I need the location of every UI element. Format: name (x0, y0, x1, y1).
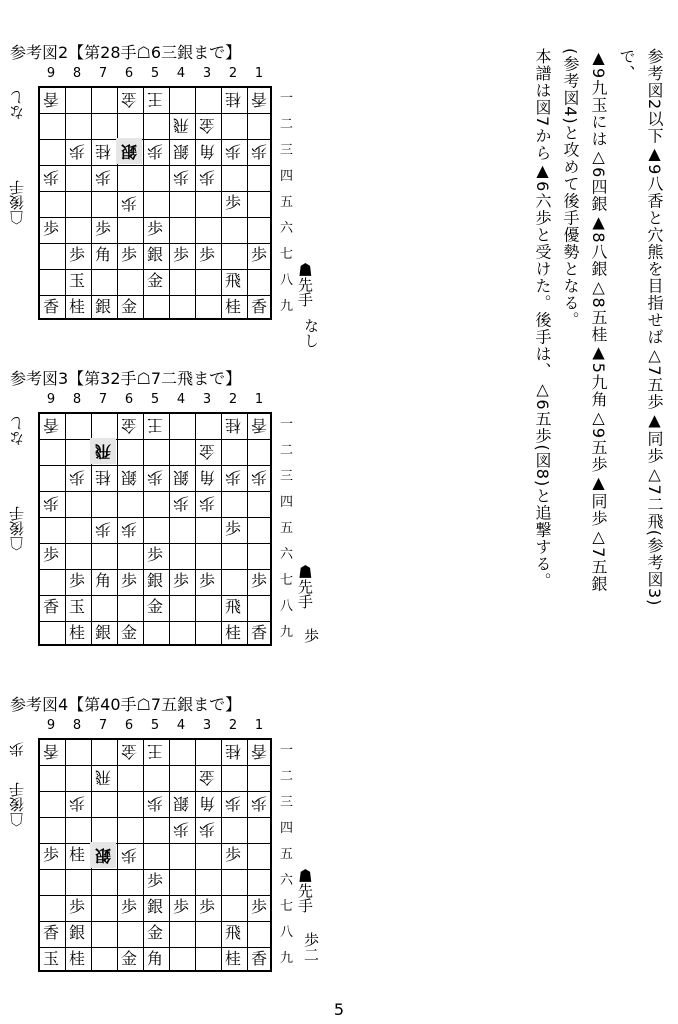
file-number: 9 (46, 718, 56, 733)
rank-number: 四 (280, 821, 294, 836)
file-number: 1 (254, 66, 264, 81)
rank-number: 八 (280, 599, 294, 614)
gote-label: ☖後手 (8, 782, 26, 827)
shogi-piece: 歩 (225, 142, 242, 161)
shogi-piece: 歩 (121, 194, 138, 213)
diagram-title: 参考図3【第32手☖7二飛まで】 (10, 369, 242, 388)
diagram-3 (0, 692, 330, 992)
shogi-board (38, 412, 272, 646)
rank-number: 三 (280, 795, 294, 810)
file-number: 5 (150, 66, 160, 81)
shogi-piece: 歩 (121, 520, 138, 539)
file-number: 9 (46, 392, 56, 407)
file-number: 2 (228, 718, 238, 733)
file-number: 8 (72, 718, 82, 733)
shogi-piece: 飛 (224, 271, 241, 290)
file-number: 3 (202, 392, 212, 407)
shogi-piece: 玉 (42, 949, 59, 968)
file-number: 6 (124, 392, 134, 407)
file-number: 4 (176, 392, 186, 407)
shogi-piece: 香 (42, 597, 59, 616)
file-number: 5 (150, 718, 160, 733)
file-number: 4 (176, 66, 186, 81)
commentary-line: 参考図2以下▲9八香と穴熊を目指せば△7五歩▲同歩△7二飛(参考図3)で、 (617, 48, 664, 607)
shogi-piece: 桂 (224, 297, 241, 316)
shogi-piece: 歩 (95, 520, 112, 539)
shogi-board (38, 86, 272, 320)
shogi-piece: 王 (147, 742, 164, 761)
shogi-piece: 銀 (116, 138, 142, 164)
shogi-piece: 金 (121, 90, 138, 109)
file-number: 2 (228, 392, 238, 407)
shogi-piece: 香 (43, 742, 60, 761)
shogi-piece: 歩 (120, 897, 137, 916)
gote-hand: なし (8, 416, 26, 446)
rank-number: 二 (280, 769, 294, 784)
shogi-piece: 桂 (224, 623, 241, 642)
shogi-piece: 桂 (68, 623, 85, 642)
gote-label: ☖後手 (8, 506, 26, 551)
shogi-piece: 歩 (42, 219, 59, 238)
shogi-piece: 金 (120, 949, 137, 968)
shogi-piece: 桂 (68, 845, 85, 864)
shogi-piece: 歩 (199, 820, 216, 839)
shogi-piece: 歩 (147, 794, 164, 813)
file-numbers (38, 66, 272, 84)
rank-number: 六 (280, 547, 294, 562)
commentary-line: 本譜は図7から▲6六歩と受けた。後手は、△6五歩(図8)と追撃する。 (533, 48, 552, 590)
shogi-piece: 銀 (146, 897, 163, 916)
shogi-piece: 桂 (68, 297, 85, 316)
shogi-piece: 香 (43, 416, 60, 435)
shogi-piece: 歩 (224, 845, 241, 864)
shogi-piece: 桂 (225, 742, 242, 761)
shogi-piece: 銀 (121, 468, 138, 487)
shogi-piece: 歩 (173, 494, 190, 513)
shogi-piece: 香 (42, 923, 59, 942)
rank-number: 七 (280, 899, 294, 914)
rank-number: 七 (280, 247, 294, 262)
shogi-piece: 歩 (146, 545, 163, 564)
diagram-1 (0, 40, 330, 348)
shogi-piece: 歩 (147, 468, 164, 487)
shogi-piece: 香 (250, 623, 267, 642)
page-number: 5 (333, 1000, 345, 1019)
shogi-piece: 歩 (224, 193, 241, 212)
shogi-piece: 銀 (94, 623, 111, 642)
diagram-title: 参考図4【第40手☖7五銀まで】 (10, 695, 242, 714)
rank-number: 二 (280, 443, 294, 458)
shogi-piece: 金 (199, 768, 216, 787)
shogi-piece: 金 (146, 271, 163, 290)
shogi-piece: 歩 (42, 845, 59, 864)
shogi-piece: 香 (250, 297, 267, 316)
shogi-piece: 歩 (69, 142, 86, 161)
file-number: 6 (124, 66, 134, 81)
shogi-piece: 歩 (251, 794, 268, 813)
shogi-piece: 歩 (69, 468, 86, 487)
file-number: 8 (72, 66, 82, 81)
shogi-piece: 歩 (68, 245, 85, 264)
shogi-piece: 歩 (173, 820, 190, 839)
rank-numbers (280, 738, 298, 972)
shogi-piece: 歩 (251, 468, 268, 487)
shogi-piece: 歩 (250, 897, 267, 916)
shogi-piece: 飛 (224, 923, 241, 942)
shogi-piece: 飛 (173, 116, 190, 135)
shogi-piece: 飛 (95, 768, 112, 787)
shogi-piece: 銀 (68, 923, 85, 942)
shogi-piece: 金 (199, 116, 216, 135)
shogi-piece: 金 (199, 442, 216, 461)
file-number: 4 (176, 718, 186, 733)
shogi-piece: 歩 (120, 571, 137, 590)
shogi-piece: 香 (43, 90, 60, 109)
shogi-piece: 角 (199, 142, 216, 161)
shogi-piece: 銀 (173, 794, 190, 813)
shogi-piece: 歩 (173, 168, 190, 187)
shogi-piece: 香 (251, 416, 268, 435)
rank-number: 九 (280, 625, 294, 640)
shogi-piece: 歩 (68, 571, 85, 590)
rank-number: 三 (280, 143, 294, 158)
gote-hand: なし (8, 90, 26, 120)
shogi-piece: 歩 (69, 794, 86, 813)
file-number: 7 (98, 66, 108, 81)
shogi-piece: 角 (94, 571, 111, 590)
shogi-piece: 角 (199, 794, 216, 813)
shogi-piece: 金 (120, 623, 137, 642)
shogi-piece: 歩 (94, 219, 111, 238)
shogi-piece: 香 (251, 90, 268, 109)
shogi-piece: 銀 (94, 297, 111, 316)
rank-number: 八 (280, 925, 294, 940)
shogi-piece: 桂 (95, 468, 112, 487)
shogi-piece: 歩 (251, 142, 268, 161)
file-number: 3 (202, 66, 212, 81)
shogi-piece: 金 (146, 923, 163, 942)
sente-hand: なし (302, 318, 320, 348)
shogi-piece: 歩 (43, 494, 60, 513)
shogi-piece: 銀 (173, 142, 190, 161)
shogi-piece: 玉 (68, 271, 85, 290)
file-number: 8 (72, 392, 82, 407)
rank-number: 七 (280, 573, 294, 588)
shogi-piece: 歩 (146, 871, 163, 890)
sente-hand: 歩二 (302, 932, 320, 962)
commentary-text (533, 48, 668, 608)
shogi-piece: 金 (146, 597, 163, 616)
file-number: 1 (254, 718, 264, 733)
shogi-piece: 歩 (42, 545, 59, 564)
shogi-piece: 銀 (146, 245, 163, 264)
shogi-piece: 歩 (198, 245, 215, 264)
diagram-title: 参考図2【第28手☖6三銀まで】 (10, 43, 242, 62)
shogi-piece: 角 (146, 949, 163, 968)
shogi-piece: 歩 (172, 571, 189, 590)
shogi-piece: 歩 (199, 168, 216, 187)
shogi-piece: 桂 (225, 90, 242, 109)
commentary-line: (参考図4)と攻めて後手優勢となる。 (561, 48, 580, 329)
shogi-piece: 歩 (147, 142, 164, 161)
shogi-piece: 歩 (198, 571, 215, 590)
shogi-piece: 歩 (225, 468, 242, 487)
rank-number: 一 (280, 743, 294, 758)
shogi-board (38, 738, 272, 972)
rank-numbers (280, 412, 298, 646)
rank-number: 五 (280, 847, 294, 862)
shogi-piece: 桂 (95, 142, 112, 161)
file-number: 7 (98, 392, 108, 407)
rank-number: 一 (280, 91, 294, 106)
commentary-line: ▲9九玉には△6四銀▲8八銀△8五桂▲5九角△9五歩▲同歩△7五銀 (589, 48, 608, 593)
rank-number: 五 (280, 521, 294, 536)
file-number: 7 (98, 718, 108, 733)
shogi-piece: 銀 (90, 842, 116, 868)
shogi-piece: 歩 (43, 168, 60, 187)
shogi-piece: 歩 (146, 219, 163, 238)
shogi-piece: 歩 (224, 519, 241, 538)
gote-hand: 歩 (8, 742, 26, 757)
shogi-piece: 飛 (90, 438, 116, 464)
file-number: 5 (150, 392, 160, 407)
file-number: 2 (228, 66, 238, 81)
shogi-piece: 金 (120, 297, 137, 316)
rank-number: 六 (280, 221, 294, 236)
shogi-piece: 歩 (120, 245, 137, 264)
shogi-piece: 歩 (121, 846, 138, 865)
file-number: 3 (202, 718, 212, 733)
shogi-piece: 王 (147, 416, 164, 435)
shogi-piece: 角 (94, 245, 111, 264)
shogi-piece: 桂 (68, 949, 85, 968)
shogi-piece: 桂 (224, 949, 241, 968)
shogi-piece: 歩 (225, 794, 242, 813)
shogi-piece: 玉 (68, 597, 85, 616)
shogi-piece: 歩 (172, 245, 189, 264)
rank-number: 三 (280, 469, 294, 484)
rank-number: 六 (280, 873, 294, 888)
shogi-piece: 王 (147, 90, 164, 109)
shogi-piece: 歩 (172, 897, 189, 916)
rank-number: 一 (280, 417, 294, 432)
rank-number: 四 (280, 495, 294, 510)
shogi-piece: 銀 (146, 571, 163, 590)
shogi-piece: 飛 (224, 597, 241, 616)
shogi-piece: 歩 (68, 897, 85, 916)
shogi-piece: 歩 (199, 494, 216, 513)
rank-number: 九 (280, 951, 294, 966)
shogi-piece: 金 (121, 416, 138, 435)
sente-label: ☗先手 (296, 564, 314, 609)
sente-label: ☗先手 (296, 868, 314, 913)
shogi-piece: 香 (250, 949, 267, 968)
shogi-piece: 銀 (173, 468, 190, 487)
rank-number: 四 (280, 169, 294, 184)
shogi-piece: 歩 (250, 245, 267, 264)
rank-number: 九 (280, 299, 294, 314)
shogi-piece: 歩 (250, 571, 267, 590)
sente-hand: 歩 (302, 628, 320, 643)
shogi-piece: 歩 (95, 168, 112, 187)
rank-number: 八 (280, 273, 294, 288)
file-number: 9 (46, 66, 56, 81)
shogi-piece: 桂 (225, 416, 242, 435)
diagram-2 (0, 366, 330, 666)
rank-number: 二 (280, 117, 294, 132)
shogi-piece: 角 (199, 468, 216, 487)
sente-label: ☗先手 (296, 262, 314, 307)
file-number: 6 (124, 718, 134, 733)
gote-label: ☖後手 (8, 180, 26, 225)
file-numbers (38, 392, 272, 410)
file-number: 1 (254, 392, 264, 407)
shogi-piece: 歩 (198, 897, 215, 916)
shogi-piece: 香 (42, 297, 59, 316)
file-numbers (38, 718, 272, 736)
rank-number: 五 (280, 195, 294, 210)
shogi-piece: 金 (121, 742, 138, 761)
shogi-piece: 香 (251, 742, 268, 761)
